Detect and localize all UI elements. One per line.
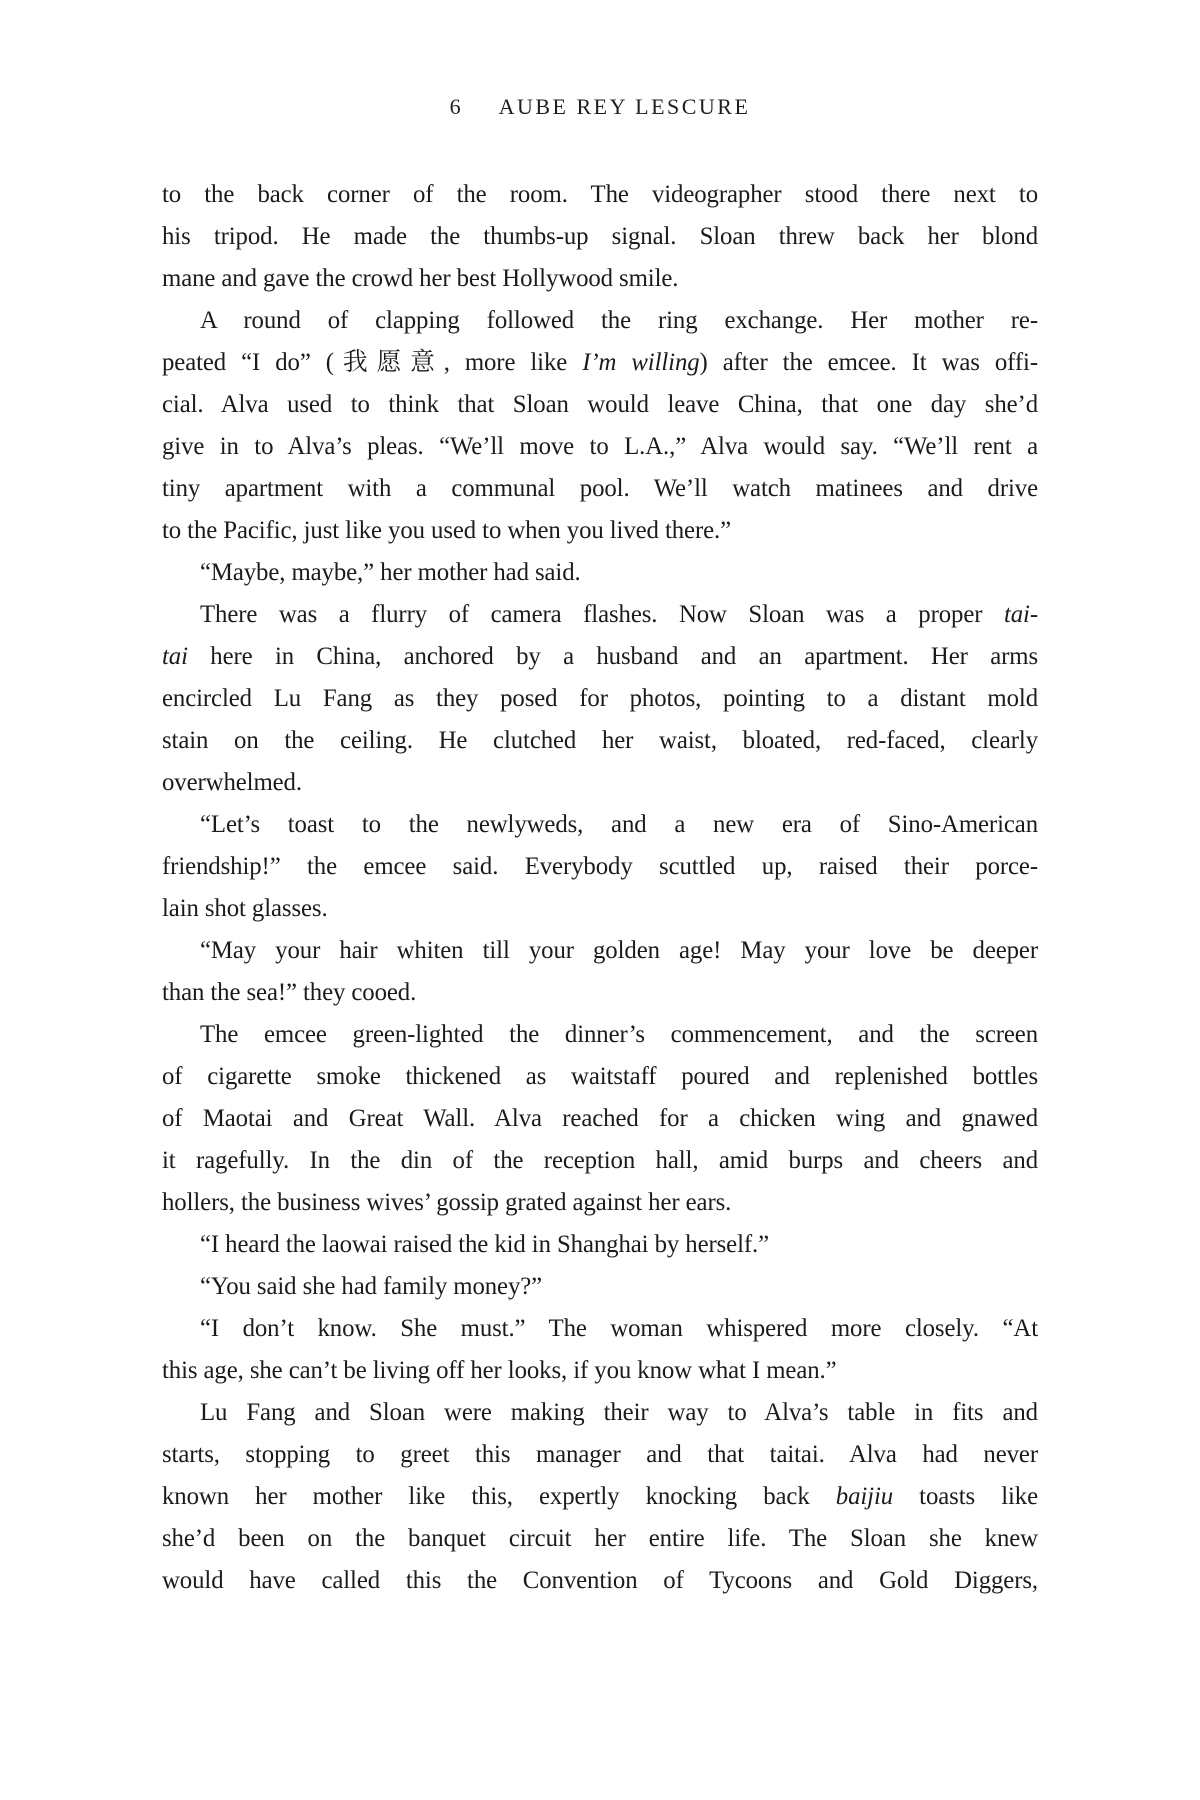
- text-segment: stain on the ceiling. He clutched her waist, bloated, red-faced, clearly: [162, 727, 1038, 754]
- text-segment: friendship!” the emcee said. Everybody scuttled up, raised their porce-: [162, 853, 1038, 880]
- text-segment: Lu Fang and Sloan were making their way to Alva’s table in fits and: [200, 1399, 1038, 1426]
- text-segment: toasts like: [893, 1483, 1038, 1510]
- paragraph: [162, 552, 1038, 594]
- paragraph: [162, 174, 1038, 300]
- text-segment: give in to Alva’s pleas. “We’ll move to L.A.,” Alva would say. “We’ll rent a: [162, 433, 1038, 460]
- text-segment: she’d been on the banquet circuit her entire life. The Sloan she knew: [162, 1525, 1038, 1552]
- text-line: [162, 594, 1038, 636]
- text-segment: “I don’t know. She must.” The woman whispered more closely. “At: [200, 1315, 1038, 1342]
- paragraph: [162, 930, 1038, 1014]
- text-segment: his tripod. He made the thumbs-up signal. Sloan threw back her blond: [162, 223, 1038, 250]
- text-line: [162, 1392, 1038, 1434]
- text-line: [162, 510, 1038, 552]
- text-line: [162, 678, 1038, 720]
- text-line: [162, 342, 1038, 384]
- text-segment: mane and gave the crowd her best Hollywood smile.: [162, 265, 679, 292]
- text-line: [162, 174, 1038, 216]
- text-line: [162, 888, 1038, 930]
- paragraph: [162, 804, 1038, 930]
- text-segment: of Maotai and Great Wall. Alva reached for a chicken wing and gnawed: [162, 1105, 1038, 1132]
- text-line: [162, 1266, 1038, 1308]
- text-segment: cial. Alva used to think that Sloan would leave China, that one day she’d: [162, 391, 1038, 418]
- text-line: [162, 384, 1038, 426]
- text-segment: here in China, anchored by a husband and an apartment. Her arms: [187, 643, 1038, 670]
- text-line: [162, 972, 1038, 1014]
- paragraph: [162, 594, 1038, 804]
- text-segment: peated “I do” (我愿意, more like: [162, 349, 583, 376]
- text-segment: known her mother like this, expertly knocking back: [162, 1483, 836, 1510]
- text-line: [162, 1014, 1038, 1056]
- text-line: [162, 1182, 1038, 1224]
- italic-text: tai-: [1003, 601, 1038, 628]
- paragraph: [162, 1266, 1038, 1308]
- paragraph: [162, 1392, 1038, 1602]
- running-head-author: AUBE REY LESCURE: [498, 94, 751, 119]
- text-line: [162, 1056, 1038, 1098]
- body-text: [162, 174, 1038, 1602]
- text-line: [162, 552, 1038, 594]
- text-line: [162, 468, 1038, 510]
- text-line: [162, 1224, 1038, 1266]
- text-line: [162, 1476, 1038, 1518]
- text-line: [162, 1308, 1038, 1350]
- text-segment: “Maybe, maybe,” her mother had said.: [200, 559, 581, 586]
- text-segment: than the sea!” they cooed.: [162, 979, 417, 1006]
- text-line: [162, 1098, 1038, 1140]
- text-segment: of cigarette smoke thickened as waitstaff poured and replenished bottles: [162, 1063, 1038, 1090]
- text-segment: There was a flurry of camera flashes. Now Sloan was a proper: [200, 601, 1004, 628]
- text-line: [162, 930, 1038, 972]
- text-segment: tiny apartment with a communal pool. We’ll watch matinees and drive: [162, 475, 1038, 502]
- text-segment: The emcee green-lighted the dinner’s commencement, and the screen: [200, 1021, 1038, 1048]
- text-line: [162, 1518, 1038, 1560]
- text-line: [162, 1350, 1038, 1392]
- text-segment: lain shot glasses.: [162, 895, 328, 922]
- text-line: [162, 720, 1038, 762]
- paragraph: [162, 1224, 1038, 1266]
- text-segment: encircled Lu Fang as they posed for photos, pointing to a distant mold: [162, 685, 1038, 712]
- text-segment: A round of clapping followed the ring exchange. Her mother re-: [200, 307, 1038, 334]
- text-line: [162, 804, 1038, 846]
- paragraph: [162, 300, 1038, 552]
- text-segment: ) after the emcee. It was offi-: [699, 349, 1038, 376]
- text-segment: starts, stopping to greet this manager and that taitai. Alva had never: [162, 1441, 1038, 1468]
- text-segment: hollers, the business wives’ gossip grated against her ears.: [162, 1189, 732, 1216]
- paragraph: [162, 1014, 1038, 1224]
- text-line: [162, 216, 1038, 258]
- text-segment: to the Pacific, just like you used to when you lived there.”: [162, 517, 732, 544]
- text-line: [162, 1140, 1038, 1182]
- text-line: [162, 258, 1038, 300]
- text-line: [162, 300, 1038, 342]
- paragraph: [162, 1308, 1038, 1392]
- text-line: [162, 762, 1038, 804]
- page-number: 6: [449, 94, 461, 119]
- text-segment: this age, she can’t be living off her looks, if you know what I mean.”: [162, 1357, 837, 1384]
- text-segment: would have called this the Convention of Tycoons and Gold Diggers,: [162, 1567, 1038, 1594]
- italic-text: tai: [162, 643, 188, 670]
- text-segment: “You said she had family money?”: [200, 1273, 543, 1300]
- italic-text: I’m willing: [582, 349, 700, 376]
- text-segment: to the back corner of the room. The videographer stood there next to: [162, 181, 1038, 208]
- text-line: [162, 846, 1038, 888]
- text-line: [162, 426, 1038, 468]
- text-line: [162, 1560, 1038, 1602]
- text-segment: it ragefully. In the din of the reception hall, amid burps and cheers and: [162, 1147, 1038, 1174]
- italic-text: baijiu: [835, 1483, 894, 1510]
- text-line: [162, 1434, 1038, 1476]
- text-segment: “I heard the laowai raised the kid in Shanghai by herself.”: [200, 1231, 770, 1258]
- text-segment: “Let’s toast to the newlyweds, and a new era of Sino-American: [200, 811, 1038, 838]
- text-line: [162, 636, 1038, 678]
- text-segment: “May your hair whiten till your golden age! May your love be deeper: [200, 937, 1038, 964]
- running-header: [0, 94, 1200, 120]
- text-segment: overwhelmed.: [162, 769, 302, 796]
